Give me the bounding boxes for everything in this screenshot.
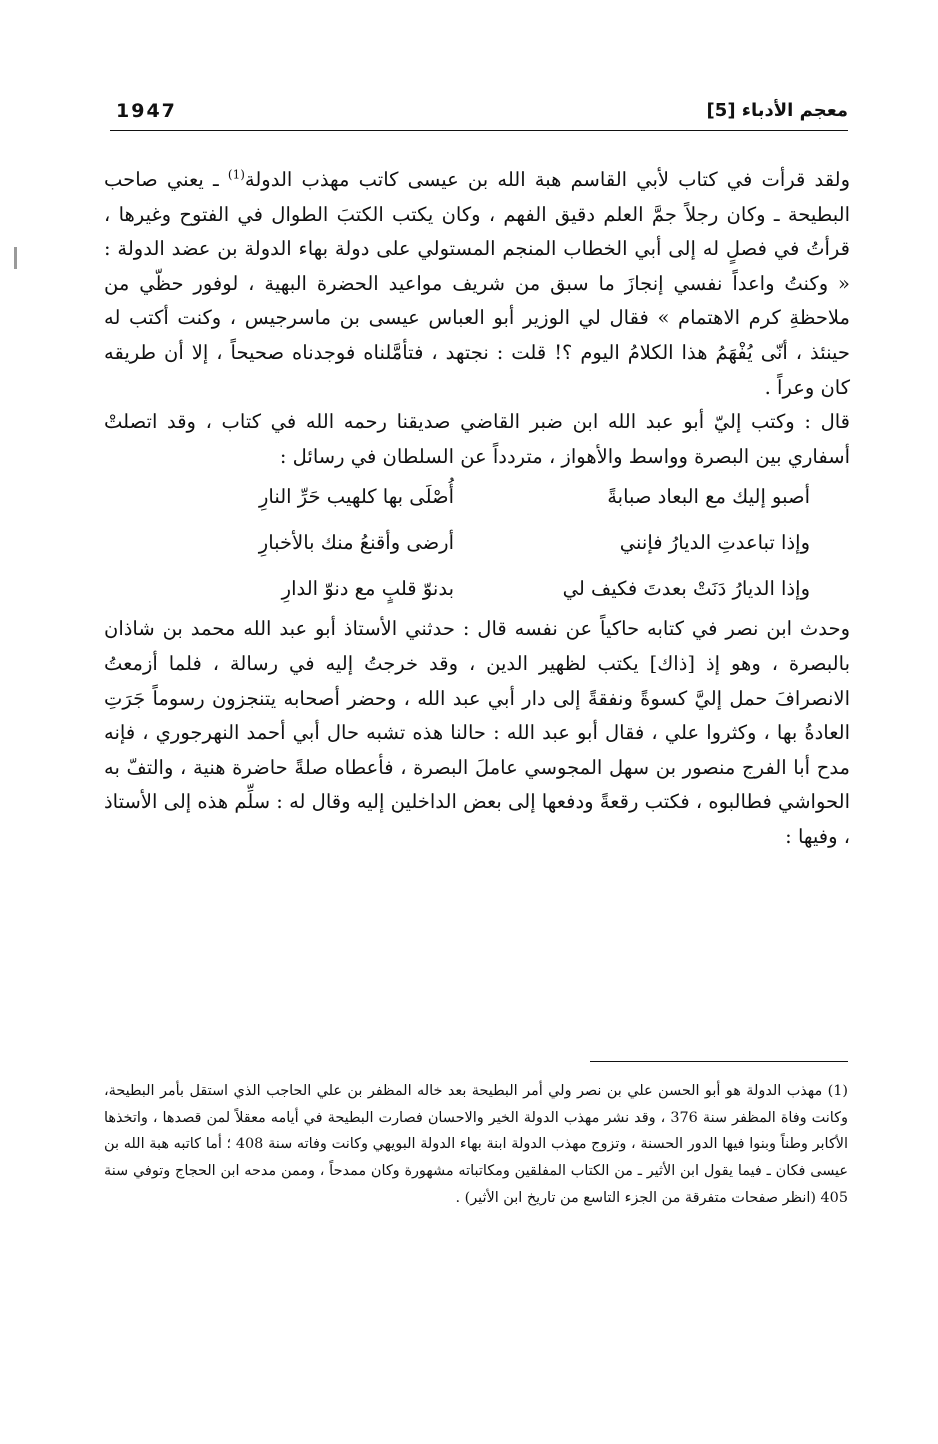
verse-line <box>104 566 850 612</box>
verse-first-hemistich: وإذا تباعدتِ الديارُ فإنني <box>619 531 810 555</box>
verse-second-hemistich: بدنوّ قلبٍ مع دنوّ الدارِ <box>281 577 454 601</box>
running-title: معجم الأدباء [5] <box>706 100 848 121</box>
paragraph-1 <box>104 163 850 405</box>
verse-second-hemistich: أرضى وأقنعُ منك بالأخبارِ <box>258 531 454 555</box>
footnote-1: (1) مهذب الدولة هو أبو الحسن علي بن نصر ولي أمر البطيحة بعد خاله المظفر بن علي الحاجب الذي استقل بأمر البطيحة، وكانت وفاة المظفر سنة 376 ، وقد نشر مهذب الدولة الخير والاحسان فصارت البطيحة في أيامه معقلاً لمن قصدها ، واتخذها الأكابر وطناً وبنوا فيها الدور الحسنة ، وتزوج مهذب الدولة ابنة بهاء الدولة البويهي وكانت وفاته سنة 408 ؛ أما كاتبه هبة الله بن عيسى فكان ـ فيما يقول ابن الأثير ـ من الكتاب المفلقين ومكاتباته مشهورة وكان ممدحاً ، وممن مدحه ابن الحجاج وتوفي سنة 405 (انظر صفحات متفرقة من الجزء التاسع من تاريخ ابن الأثير) . <box>104 1083 848 1206</box>
margin-mark <box>14 247 17 269</box>
verse-line <box>104 474 850 520</box>
verse-first-hemistich: أصبو إليك مع البعاد صبابةً <box>607 485 810 509</box>
paragraph-2: قال : وكتب إليّ أبو عبد الله ابن ضبر القاضي صديقنا رحمه الله في كتاب ، وقد اتصلتْ أسفاري بين البصرة وواسط والأهواز ، متردداً عن السلطان في رسائل : <box>104 410 850 468</box>
verse-second-hemistich: أُصْلَى بها كلهيب حَرِّ النارِ <box>258 485 454 509</box>
poem <box>104 474 850 612</box>
paragraph-1-rest: ـ يعني صاحب البطيحة ـ وكان رجلاً جمَّ العلم دقيق الفهم ، وكان يكتب الكتبَ الطوال في الفتوح وغيرها ، قرأتُ في فصلٍ له إلى أبي الخطاب المنجم المستولي على دولة بهاء الدولة بن عضد الدولة : « وكنتُ واعداً نفسي إنجازَ ما سبق من شريف مواعيد الحضرة البهية ، لوفور حظّي من ملاحظةِ كرم الاهتمام » فقال لي الوزير أبو العباس عيسى بن ماسرجيس ، وكنت أكتب له حينئذ ، أنّى يُفْهَمُ هذا الكلامُ اليوم ؟! قلت : نجتهد ، فتأمَّلناه فوجدناه صحيحاً ، إلا أن طريقه كان وعراً . <box>104 168 850 399</box>
header-rule <box>110 130 848 131</box>
main-text <box>104 163 850 855</box>
page-header <box>110 100 848 130</box>
page-number: 1947 <box>116 100 177 122</box>
paragraph-1-start: ولقد قرأت في كتاب لأبي القاسم هبة الله بن عيسى كاتب مهذب الدولة <box>244 168 851 191</box>
verse-first-hemistich: وإذا الديارُ دَنَتْ بعدتَ فكيف لي <box>562 577 810 601</box>
footnote-reference: (1) <box>227 167 245 182</box>
paragraph-3: وحدث ابن نصر في كتابه حاكياً عن نفسه قال : حدثني الأستاذ أبو عبد الله محمد بن شاذان بالبصرة ، وهو إذ [ذاك] يكتب لظهير الدين ، وقد خرجتُ إليه في رسالة ، فلما أزمعتُ الانصرافَ حمل إليَّ كسوةً ونفقةً إلى دار أبي عبد الله ، وحضر أصحابه يتنجزون رسوماً جَرَتِ العادةُ بها ، وكثروا علي ، فقال أبو عبد الله : حالنا هذه تشبه حال أبي أحمد النهرجوري ، فإنه مدح أبا الفرج منصور بن سهل المجوسي عاملَ البصرة ، فأعطاه صلةً حاضرة هنية ، والتفّ به الحواشي فطالبوه ، فكتب رقعةً ودفعها إلى بعض الداخلين إليه وقال له : سلِّم هذه إلى الأستاذ ، وفيها : <box>104 617 850 848</box>
footnotes <box>104 1078 848 1212</box>
footnote-rule <box>590 1061 848 1062</box>
verse-line <box>104 520 850 566</box>
